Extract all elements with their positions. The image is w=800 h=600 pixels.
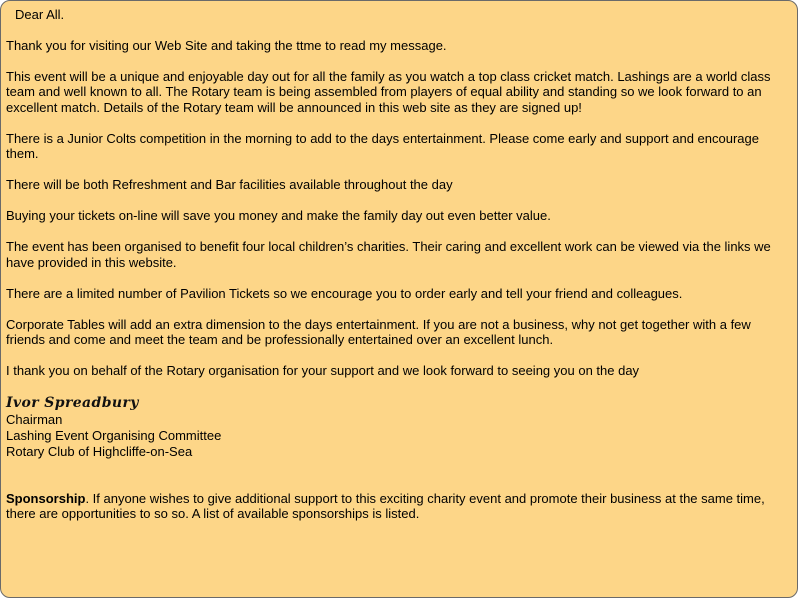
signatory-block xyxy=(6,412,791,459)
paragraph-thank-you: I thank you on behalf of the Rotary organisation for your support and we look forward to seeing you on the day xyxy=(6,363,640,379)
paragraph-refreshments: There will be both Refreshment and Bar facilities available throughout the day xyxy=(6,177,453,193)
paragraph-pavilion-tickets: There are a limited number of Pavilion Tickets so we encourage you to order early and tell your friend and colleagues. xyxy=(6,285,683,301)
signatory-role: Chairman xyxy=(6,412,63,428)
greeting: Dear All. xyxy=(15,7,65,22)
paragraph-thanks: Thank you for visiting our Web Site and taking the ttme to read my message. xyxy=(6,38,447,53)
paragraph-charities: The event has been organised to benefit four local children’s charities. Their caring and excellent work can be viewed via the links we have provided in this website. xyxy=(6,239,771,270)
paragraph-corporate-tables: Corporate Tables will add an extra dimension to the days entertainment. If you are not a business, why not get together with a few friends and come and meet the team and be professionally entertained over an excellent lunch. xyxy=(6,316,751,348)
sponsorship-text: . If anyone wishes to give additional support to this exciting charity event and promote their business at the same time, there are opportunities to so so. A list of available sponsorships is listed. xyxy=(6,490,765,522)
sponsorship-paragraph xyxy=(6,491,791,522)
paragraph-tickets-online: Buying your tickets on-line will save you money and make the family day out even better value. xyxy=(6,208,551,224)
signatory-club: Rotary Club of Highcliffe-on-Sea xyxy=(6,444,193,460)
paragraph-event-description: This event will be a unique and enjoyable day out for all the family as you watch a top class cricket match. Lashings are a world class team and well known to all. The Rotary team is being assembled from players of equal ability and standing so we look forward to an excellent match. Details of the Rotary team will be announced in this web site as they are signed up! xyxy=(6,69,771,115)
sponsorship-label: Sponsorship xyxy=(6,490,86,506)
signature: Ivor Spreadbury xyxy=(6,395,139,412)
paragraph-junior-colts: There is a Junior Colts competition in the morning to add to the days entertainment. Please come early and support and encourage them. xyxy=(6,130,759,162)
signatory-committee: Lashing Event Organising Committee xyxy=(6,428,222,444)
